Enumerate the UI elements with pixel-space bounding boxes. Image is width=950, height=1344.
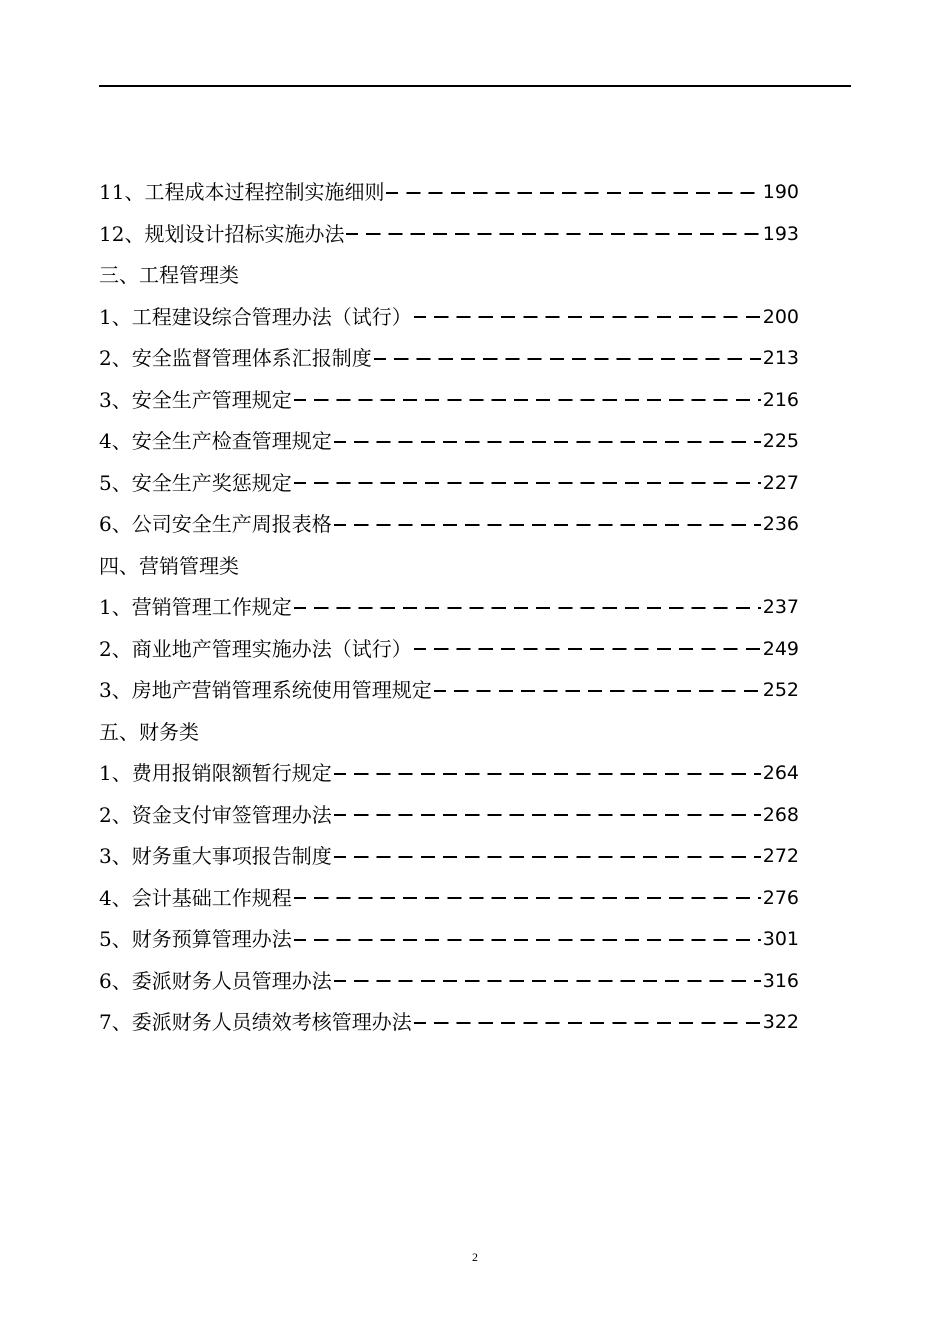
toc-entry-page: 200 [762,305,799,328]
toc-entry-page: 237 [762,596,799,618]
toc-entry-page: 268 [762,803,799,826]
dash-leader [294,399,761,401]
toc-entry[interactable] [99,1002,799,1044]
toc-entry-title: 1、工程建设综合管理办法（试行） [99,304,412,329]
toc-entry[interactable] [99,214,799,256]
dash-leader [294,607,761,609]
toc-entry[interactable] [99,380,799,422]
toc-entry-title: 11、工程成本过程控制实施细则 [99,180,385,204]
dash-leader [334,773,761,775]
dash-leader [294,897,761,899]
toc-entry[interactable] [99,172,799,214]
toc-entry-title: 5、安全生产奖惩规定 [99,470,292,495]
toc-entry-title: 4、会计基础工作规程 [99,885,292,910]
toc-entry-page: 216 [762,388,799,411]
toc-entry-page: 301 [762,928,799,950]
page-number: 2 [472,1250,478,1264]
toc-entry-page: 236 [762,513,799,535]
toc-entry-title: 6、委派财务人员管理办法 [99,968,332,993]
toc-entry-page: 272 [762,845,799,867]
toc-entry-title: 3、财务重大事项报告制度 [99,844,332,868]
toc-entry[interactable] [99,629,799,671]
dash-leader [334,524,761,526]
toc-entry-title: 6、公司安全生产周报表格 [99,512,332,536]
toc-entry[interactable] [99,836,799,878]
dash-leader [334,441,761,443]
toc-entry-page: 213 [762,347,799,369]
toc-entry[interactable] [99,421,799,463]
toc-entry-page: 276 [762,886,799,909]
toc-entry-title: 3、房地产营销管理系统使用管理规定 [99,678,432,702]
toc-section-heading: 三、工程管理类 [99,263,239,287]
toc-entry-title: 1、费用报销限额暂行规定 [99,761,332,785]
toc-entry-page: 316 [762,969,799,992]
dash-leader [434,690,761,692]
toc-entry[interactable] [99,670,799,712]
toc-entry[interactable] [99,795,799,837]
table-of-contents [99,172,799,1044]
toc-entry-title: 2、安全监督管理体系汇报制度 [99,346,372,370]
toc-section-heading: 四、营销管理类 [99,553,239,578]
toc-entry[interactable] [99,753,799,795]
toc-entry-page: 193 [762,222,799,245]
toc-entry-page: 225 [762,430,799,452]
dash-leader [414,316,761,318]
toc-entry-page: 227 [762,471,799,494]
toc-section-heading: 五、财务类 [99,719,199,744]
toc-entry[interactable] [99,463,799,505]
toc-entry[interactable] [99,919,799,961]
toc-entry-title: 7、委派财务人员绩效考核管理办法 [99,1010,412,1034]
toc-entry-page: 322 [762,1011,799,1033]
toc-entry-page: 190 [762,181,799,203]
dash-leader [334,856,761,858]
dash-leader [294,939,761,941]
toc-entry-page: 249 [762,637,799,660]
toc-entry[interactable] [99,961,799,1003]
dash-leader [386,192,760,194]
toc-entry-title: 12、规划设计招标实施办法 [99,221,345,246]
toc-entry-page: 252 [762,679,799,701]
toc-entry[interactable] [99,878,799,920]
toc-entry-title: 2、商业地产管理实施办法（试行） [99,636,412,661]
toc-entry-page: 264 [762,762,799,784]
dash-leader [414,1022,761,1024]
toc-entry[interactable] [99,297,799,339]
toc-entry[interactable] [99,587,799,629]
toc-entry-title: 1、营销管理工作规定 [99,595,292,619]
dash-leader [346,233,760,235]
dash-leader [334,980,761,982]
header-rule [99,85,851,87]
toc-entry-title: 2、资金支付审签管理办法 [99,802,332,827]
dash-leader [374,358,761,360]
toc-entry[interactable] [99,338,799,380]
toc-entry-title: 4、安全生产检查管理规定 [99,429,332,453]
toc-entry[interactable] [99,504,799,546]
toc-entry-title: 3、安全生产管理规定 [99,387,292,412]
dash-leader [294,482,761,484]
dash-leader [334,814,761,816]
dash-leader [414,648,761,650]
toc-entry-title: 5、财务预算管理办法 [99,927,292,951]
